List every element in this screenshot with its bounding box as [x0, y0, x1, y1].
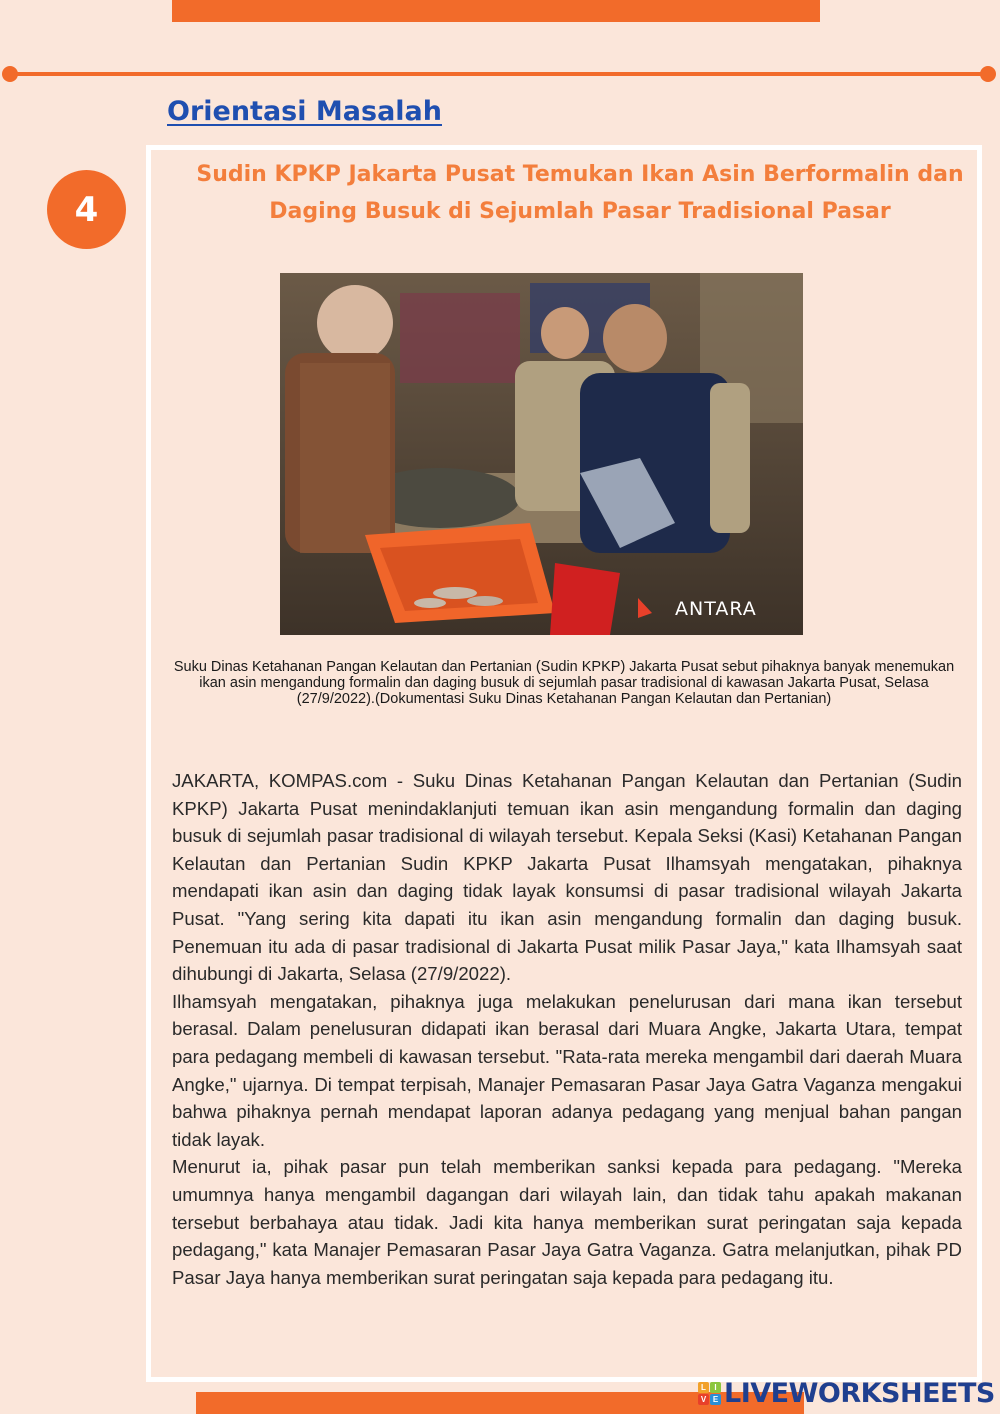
divider-line — [10, 72, 988, 76]
article-paragraph: Ilhamsyah mengatakan, pihaknya juga melakukan penelurusan dari mana ikan tersebut berasal. Dalam penelusuran didapati ikan berasal dari Muara Angke, Jakarta Utara, tempat para pedagang membeli di kawasan tersebut. "Rata-rata mereka mengambil dari daerah Muara Angke," ujarnya. Di tempat terpisah, Manajer Pemasaran Pasar Jaya Gatra Vaganza mengakui bahwa pihaknya pernah mendapat laporan adanya pedagang yang menjual bahan pangan tidak layak. — [172, 990, 962, 1150]
divider-dot-left — [2, 66, 18, 82]
liveworksheets-logo[interactable] — [698, 1378, 995, 1409]
article-paragraph: Menurut ia, pihak pasar pun telah memberikan sanksi kepada para pedagang. "Mereka umumnya hanya mengambil dagangan dari wilayah lain, dan tidak tahu apakah makanan tersebut berbahaya atau tidak. Jadi kita hanya memberikan surat peringatan saja kepada pedagang," kata Manajer Pemasaran Pasar Jaya Gatra Vaganza. Gatra melanjutkan, pihak PD Pasar Jaya hanya memberikan surat peringatan saja kepada para pedagang itu. — [172, 1156, 962, 1288]
top-accent-bar — [172, 0, 820, 22]
article-headline: Sudin KPKP Jakarta Pusat Temukan Ikan Asin Berformalin dan Daging Busuk di Sejumlah Pasar Tradisional Pasar — [196, 162, 964, 224]
section-title: Orientasi Masalah — [167, 96, 442, 127]
photo-caption: Suku Dinas Ketahanan Pangan Kelautan dan Pertanian (Sudin KPKP) Jakarta Pusat sebut pihaknya banyak menemukan ikan asin mengandung formalin dan daging busuk di sejumlah pasar tradisional di kawasan Jakarta Pusat, Selasa (27/9/2022).(Dokumentasi Suku Dinas Ketahanan Pangan Kelautan dan Pertanian) — [173, 659, 955, 707]
page-number-badge: 4 — [47, 170, 126, 249]
article-body — [172, 767, 962, 1291]
photo-watermark: ANTARA — [675, 598, 757, 620]
news-photo — [280, 273, 803, 635]
article-paragraph: JAKARTA, KOMPAS.com - Suku Dinas Ketahanan Pangan Kelautan dan Pertanian (Sudin KPKP) Jakarta Pusat menindaklanjuti temuan ikan asin mengandung formalin dan daging busuk di sejumlah pasar tradisional di wilayah tersebut. Kepala Seksi (Kasi) Ketahanan Pangan Kelautan dan Pertanian Sudin KPKP Jakarta Pusat Ilhamsyah mengatakan, pihaknya mendapati ikan asin dan daging tidak layak konsumsi di pasar tradisional wilayah Jakarta Pusat. "Yang sering kita dapati itu ikan asin mengandung formalin dan daging busuk. Penemuan itu ada di pasar tradisional di Jakarta Pusat milik Pasar Jaya," kata Ilhamsyah saat dihubungi di Jakarta, Selasa (27/9/2022). — [172, 770, 962, 985]
liveworksheets-text: LIVEWORKSHEETS — [724, 1378, 995, 1409]
liveworksheets-mark-icon: L I V E — [698, 1382, 721, 1405]
divider-dot-right — [980, 66, 996, 82]
